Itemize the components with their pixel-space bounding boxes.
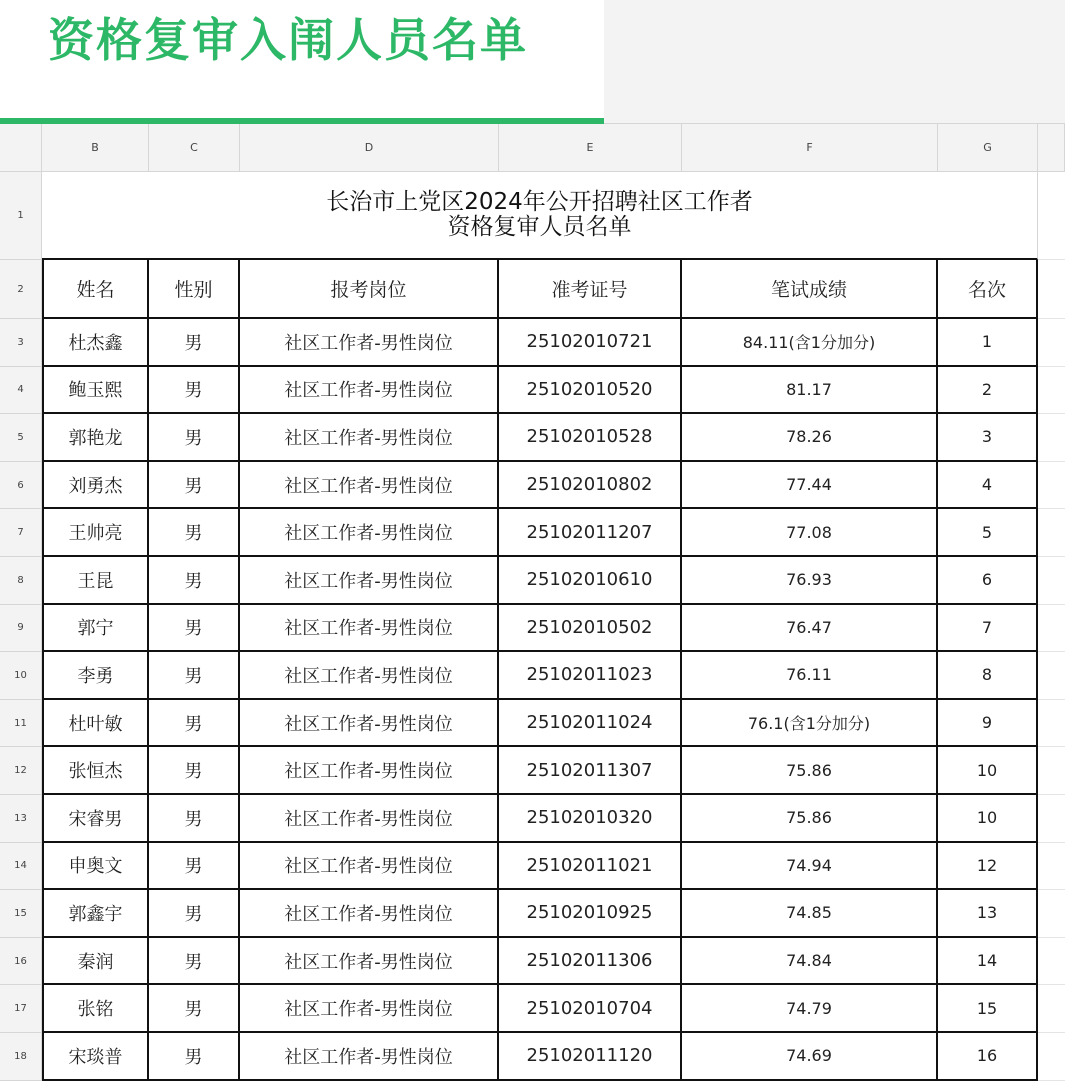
score-cell[interactable]: 75.86 bbox=[682, 795, 938, 843]
name-cell[interactable]: 郭鑫宇 bbox=[42, 890, 149, 938]
table-row bbox=[0, 890, 1065, 938]
ticket-number-cell[interactable]: 25102011023 bbox=[499, 652, 682, 700]
gender-cell[interactable]: 男 bbox=[149, 652, 240, 700]
sheet-title-line1: 长治市上党区2024年公开招聘社区工作者 bbox=[326, 189, 753, 215]
row-header[interactable]: 9 bbox=[0, 605, 42, 653]
blank-cell[interactable] bbox=[1038, 172, 1065, 260]
name-cell[interactable]: 鲍玉熙 bbox=[42, 367, 149, 415]
blank-cell[interactable] bbox=[1038, 509, 1065, 557]
header-position-cell[interactable]: 报考岗位 bbox=[240, 260, 499, 319]
rank-cell[interactable]: 5 bbox=[938, 509, 1038, 557]
ticket-number-cell[interactable]: 25102010320 bbox=[499, 795, 682, 843]
name-cell[interactable]: 张恒杰 bbox=[42, 747, 149, 795]
gender-cell[interactable]: 男 bbox=[149, 1033, 240, 1081]
sheet-title-cell[interactable] bbox=[42, 172, 1038, 260]
gender-cell[interactable]: 男 bbox=[149, 414, 240, 462]
ticket-number-cell[interactable]: 25102011207 bbox=[499, 509, 682, 557]
gender-cell[interactable]: 男 bbox=[149, 985, 240, 1033]
rank-cell[interactable]: 13 bbox=[938, 890, 1038, 938]
score-cell[interactable]: 77.44 bbox=[682, 462, 938, 510]
ticket-number-cell[interactable]: 25102010721 bbox=[499, 319, 682, 367]
position-cell[interactable]: 社区工作者-男性岗位 bbox=[240, 367, 499, 415]
gender-cell[interactable]: 男 bbox=[149, 367, 240, 415]
rank-cell[interactable]: 15 bbox=[938, 985, 1038, 1033]
score-cell[interactable]: 81.17 bbox=[682, 367, 938, 415]
row-header[interactable]: 15 bbox=[0, 890, 42, 938]
sheet-row-1 bbox=[0, 172, 1065, 260]
row-header[interactable]: 18 bbox=[0, 1033, 42, 1081]
ticket-number-cell[interactable]: 25102011307 bbox=[499, 747, 682, 795]
name-cell[interactable]: 王帅亮 bbox=[42, 509, 149, 557]
row-header[interactable]: 16 bbox=[0, 938, 42, 986]
table-row bbox=[0, 700, 1065, 748]
score-cell[interactable]: 84.11(含1分加分) bbox=[682, 319, 938, 367]
header-rank-cell[interactable]: 名次 bbox=[938, 260, 1038, 319]
position-cell[interactable]: 社区工作者-男性岗位 bbox=[240, 462, 499, 510]
column-header-row bbox=[0, 124, 1065, 172]
blank-cell[interactable] bbox=[1038, 890, 1065, 938]
ticket-number-cell[interactable]: 25102010704 bbox=[499, 985, 682, 1033]
header-score-cell[interactable]: 笔试成绩 bbox=[682, 260, 938, 319]
position-cell[interactable]: 社区工作者-男性岗位 bbox=[240, 652, 499, 700]
gender-cell[interactable]: 男 bbox=[149, 605, 240, 653]
score-cell[interactable]: 78.26 bbox=[682, 414, 938, 462]
row-header[interactable]: 1 bbox=[0, 172, 42, 260]
position-cell[interactable]: 社区工作者-男性岗位 bbox=[240, 414, 499, 462]
column-header-g[interactable]: G bbox=[938, 124, 1038, 172]
row-header[interactable]: 4 bbox=[0, 367, 42, 415]
blank-cell[interactable] bbox=[1038, 367, 1065, 415]
row-header[interactable]: 17 bbox=[0, 985, 42, 1033]
row-header[interactable]: 3 bbox=[0, 319, 42, 367]
name-cell[interactable]: 李勇 bbox=[42, 652, 149, 700]
score-cell[interactable]: 75.86 bbox=[682, 747, 938, 795]
rank-cell[interactable]: 16 bbox=[938, 1033, 1038, 1081]
table-row bbox=[0, 557, 1065, 605]
gender-cell[interactable]: 男 bbox=[149, 938, 240, 986]
score-cell[interactable]: 76.1(含1分加分) bbox=[682, 700, 938, 748]
score-cell[interactable]: 76.93 bbox=[682, 557, 938, 605]
table-row bbox=[0, 367, 1065, 415]
name-cell[interactable]: 张铭 bbox=[42, 985, 149, 1033]
table-row bbox=[0, 1033, 1065, 1081]
rank-cell[interactable]: 8 bbox=[938, 652, 1038, 700]
blank-cell[interactable] bbox=[1038, 605, 1065, 653]
column-header-e[interactable]: E bbox=[499, 124, 682, 172]
table-row bbox=[0, 652, 1065, 700]
blank-cell[interactable] bbox=[1038, 700, 1065, 748]
position-cell[interactable]: 社区工作者-男性岗位 bbox=[240, 985, 499, 1033]
blank-cell[interactable] bbox=[1038, 1033, 1065, 1081]
gender-cell[interactable]: 男 bbox=[149, 890, 240, 938]
ticket-number-cell[interactable]: 25102011021 bbox=[499, 843, 682, 891]
position-cell[interactable]: 社区工作者-男性岗位 bbox=[240, 795, 499, 843]
gender-cell[interactable]: 男 bbox=[149, 747, 240, 795]
column-header-b[interactable]: B bbox=[42, 124, 149, 172]
position-cell[interactable]: 社区工作者-男性岗位 bbox=[240, 319, 499, 367]
table-row bbox=[0, 605, 1065, 653]
position-cell[interactable]: 社区工作者-男性岗位 bbox=[240, 700, 499, 748]
row-header[interactable]: 10 bbox=[0, 652, 42, 700]
score-cell[interactable]: 76.11 bbox=[682, 652, 938, 700]
sheet-row-2-headers bbox=[0, 260, 1065, 319]
name-cell[interactable]: 刘勇杰 bbox=[42, 462, 149, 510]
blank-cell[interactable] bbox=[1038, 557, 1065, 605]
rank-cell[interactable]: 3 bbox=[938, 414, 1038, 462]
table-row bbox=[0, 938, 1065, 986]
row-header[interactable]: 8 bbox=[0, 557, 42, 605]
column-header-f[interactable]: F bbox=[682, 124, 938, 172]
select-all-corner[interactable] bbox=[0, 124, 42, 172]
position-cell[interactable]: 社区工作者-男性岗位 bbox=[240, 509, 499, 557]
row-header[interactable]: 11 bbox=[0, 700, 42, 748]
score-cell[interactable]: 74.94 bbox=[682, 843, 938, 891]
rank-cell[interactable]: 9 bbox=[938, 700, 1038, 748]
gender-cell[interactable]: 男 bbox=[149, 843, 240, 891]
table-row bbox=[0, 985, 1065, 1033]
position-cell[interactable]: 社区工作者-男性岗位 bbox=[240, 605, 499, 653]
blank-cell[interactable] bbox=[1038, 843, 1065, 891]
rank-cell[interactable]: 6 bbox=[938, 557, 1038, 605]
row-header[interactable]: 5 bbox=[0, 414, 42, 462]
blank-cell[interactable] bbox=[1038, 319, 1065, 367]
score-cell[interactable]: 74.79 bbox=[682, 985, 938, 1033]
row-header[interactable]: 13 bbox=[0, 795, 42, 843]
position-cell[interactable]: 社区工作者-男性岗位 bbox=[240, 557, 499, 605]
score-cell[interactable]: 77.08 bbox=[682, 509, 938, 557]
rank-cell[interactable]: 1 bbox=[938, 319, 1038, 367]
blank-cell[interactable] bbox=[1038, 985, 1065, 1033]
score-cell[interactable]: 74.69 bbox=[682, 1033, 938, 1081]
position-cell[interactable]: 社区工作者-男性岗位 bbox=[240, 1033, 499, 1081]
gender-cell[interactable]: 男 bbox=[149, 795, 240, 843]
rank-cell[interactable]: 7 bbox=[938, 605, 1038, 653]
blank-cell[interactable] bbox=[1038, 260, 1065, 319]
ticket-number-cell[interactable]: 25102010528 bbox=[499, 414, 682, 462]
table-row bbox=[0, 747, 1065, 795]
position-cell[interactable]: 社区工作者-男性岗位 bbox=[240, 843, 499, 891]
gender-cell[interactable]: 男 bbox=[149, 509, 240, 557]
score-cell[interactable]: 76.47 bbox=[682, 605, 938, 653]
gender-cell[interactable]: 男 bbox=[149, 462, 240, 510]
banner-right-area bbox=[604, 0, 1065, 124]
header-ticket-cell[interactable]: 准考证号 bbox=[499, 260, 682, 319]
rank-cell[interactable]: 12 bbox=[938, 843, 1038, 891]
gender-cell[interactable]: 男 bbox=[149, 319, 240, 367]
table-row bbox=[0, 843, 1065, 891]
blank-cell[interactable] bbox=[1038, 795, 1065, 843]
rank-cell[interactable]: 10 bbox=[938, 747, 1038, 795]
header-name-cell[interactable]: 姓名 bbox=[42, 260, 149, 319]
row-header[interactable]: 7 bbox=[0, 509, 42, 557]
column-header-d[interactable]: D bbox=[240, 124, 499, 172]
gender-cell[interactable]: 男 bbox=[149, 700, 240, 748]
name-cell[interactable]: 王昆 bbox=[42, 557, 149, 605]
blank-cell[interactable] bbox=[1038, 462, 1065, 510]
name-cell[interactable]: 杜杰鑫 bbox=[42, 319, 149, 367]
table-row bbox=[0, 414, 1065, 462]
name-cell[interactable]: 宋琰普 bbox=[42, 1033, 149, 1081]
blank-cell[interactable] bbox=[1038, 652, 1065, 700]
table-row bbox=[0, 462, 1065, 510]
name-cell[interactable]: 杜叶敏 bbox=[42, 700, 149, 748]
row-header[interactable]: 12 bbox=[0, 747, 42, 795]
table-row bbox=[0, 509, 1065, 557]
name-cell[interactable]: 郭宁 bbox=[42, 605, 149, 653]
row-header[interactable]: 2 bbox=[0, 260, 42, 319]
table-row bbox=[0, 795, 1065, 843]
ticket-number-cell[interactable]: 25102010802 bbox=[499, 462, 682, 510]
column-header-c[interactable]: C bbox=[149, 124, 240, 172]
ticket-number-cell[interactable]: 25102011120 bbox=[499, 1033, 682, 1081]
name-cell[interactable]: 宋睿男 bbox=[42, 795, 149, 843]
column-header-h[interactable] bbox=[1038, 124, 1065, 172]
ticket-number-cell[interactable]: 25102010610 bbox=[499, 557, 682, 605]
spreadsheet bbox=[0, 124, 1065, 1081]
name-cell[interactable]: 申奥文 bbox=[42, 843, 149, 891]
row-header[interactable]: 14 bbox=[0, 843, 42, 891]
row-header[interactable]: 6 bbox=[0, 462, 42, 510]
sheet-title-line2: 资格复审人员名单 bbox=[447, 214, 632, 240]
blank-cell[interactable] bbox=[1038, 938, 1065, 986]
rank-cell[interactable]: 14 bbox=[938, 938, 1038, 986]
ticket-number-cell[interactable]: 25102010502 bbox=[499, 605, 682, 653]
title-banner bbox=[0, 0, 604, 118]
position-cell[interactable]: 社区工作者-男性岗位 bbox=[240, 890, 499, 938]
ticket-number-cell[interactable]: 25102010925 bbox=[499, 890, 682, 938]
blank-cell[interactable] bbox=[1038, 414, 1065, 462]
ticket-number-cell[interactable]: 25102011024 bbox=[499, 700, 682, 748]
rank-cell[interactable]: 4 bbox=[938, 462, 1038, 510]
score-cell[interactable]: 74.85 bbox=[682, 890, 938, 938]
table-row bbox=[0, 319, 1065, 367]
header-gender-cell[interactable]: 性别 bbox=[149, 260, 240, 319]
ticket-number-cell[interactable]: 25102010520 bbox=[499, 367, 682, 415]
rank-cell[interactable]: 2 bbox=[938, 367, 1038, 415]
blank-cell[interactable] bbox=[1038, 747, 1065, 795]
name-cell[interactable]: 秦润 bbox=[42, 938, 149, 986]
position-cell[interactable]: 社区工作者-男性岗位 bbox=[240, 938, 499, 986]
rank-cell[interactable]: 10 bbox=[938, 795, 1038, 843]
banner-title: 资格复审入闱人员名单 bbox=[48, 13, 528, 67]
score-cell[interactable]: 74.84 bbox=[682, 938, 938, 986]
name-cell[interactable]: 郭艳龙 bbox=[42, 414, 149, 462]
gender-cell[interactable]: 男 bbox=[149, 557, 240, 605]
position-cell[interactable]: 社区工作者-男性岗位 bbox=[240, 747, 499, 795]
ticket-number-cell[interactable]: 25102011306 bbox=[499, 938, 682, 986]
